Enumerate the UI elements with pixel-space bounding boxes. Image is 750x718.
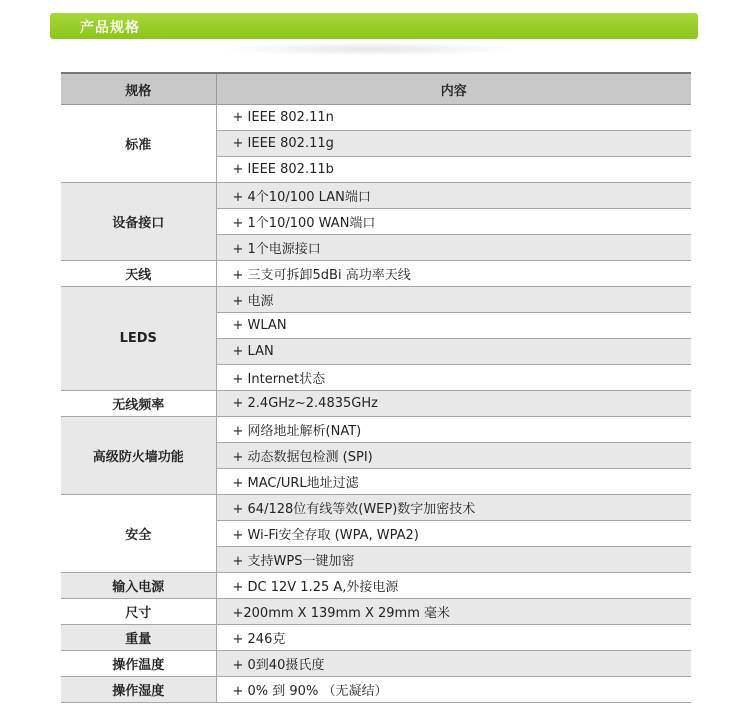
table-row — [61, 417, 691, 443]
spec-value: + 电源 — [216, 287, 691, 313]
section-banner — [50, 13, 698, 39]
spec-value: + 0% 到 90% （无凝结） — [216, 677, 691, 703]
table-row — [61, 495, 691, 521]
spec-value: + 4个10/100 LAN端口 — [216, 183, 691, 209]
spec-table — [61, 72, 691, 703]
spec-category: 安全 — [61, 495, 216, 573]
spec-category: LEDS — [61, 287, 216, 391]
spec-table-body — [61, 105, 691, 703]
spec-category: 尺寸 — [61, 599, 216, 625]
spec-value: + IEEE 802.11n — [216, 105, 691, 131]
spec-value: + 支持WPS一键加密 — [216, 547, 691, 573]
spec-value: + DC 12V 1.25 A,外接电源 — [216, 573, 691, 599]
table-row — [61, 261, 691, 287]
spec-category: 无线频率 — [61, 391, 216, 417]
spec-value: + Internet状态 — [216, 365, 691, 391]
table-row — [61, 625, 691, 651]
spec-value: + 1个10/100 WAN端口 — [216, 209, 691, 235]
spec-category: 高级防火墙功能 — [61, 417, 216, 495]
spec-category: 标准 — [61, 105, 216, 183]
spec-value: + IEEE 802.11g — [216, 131, 691, 157]
spec-value: + IEEE 802.11b — [216, 157, 691, 183]
section-title: 产品规格 — [80, 20, 140, 36]
header-spec: 规格 — [61, 73, 216, 105]
table-row — [61, 183, 691, 209]
spec-value: + MAC/URL地址过滤 — [216, 469, 691, 495]
spec-value: + 1个电源接口 — [216, 235, 691, 261]
spec-value: + 三支可拆卸5dBi 高功率天线 — [216, 261, 691, 287]
spec-value: + 64/128位有线等效(WEP)数字加密技术 — [216, 495, 691, 521]
table-row — [61, 573, 691, 599]
spec-category: 操作温度 — [61, 651, 216, 677]
spec-category: 输入电源 — [61, 573, 216, 599]
spec-category: 天线 — [61, 261, 216, 287]
spec-category: 重量 — [61, 625, 216, 651]
spec-value: +200mm X 139mm X 29mm 毫米 — [216, 599, 691, 625]
spec-value: + 0到40摄氏度 — [216, 651, 691, 677]
table-row — [61, 105, 691, 131]
spec-value: + 网络地址解析(NAT) — [216, 417, 691, 443]
spec-value: + 246克 — [216, 625, 691, 651]
table-header-row — [61, 73, 691, 105]
table-row — [61, 599, 691, 625]
header-content: 内容 — [216, 73, 691, 105]
spec-category: 设备接口 — [61, 183, 216, 261]
table-row — [61, 391, 691, 417]
spec-value: + LAN — [216, 339, 691, 365]
spec-value: + 2.4GHz~2.4835GHz — [216, 391, 691, 417]
spec-value: + Wi-Fi安全存取 (WPA, WPA2) — [216, 521, 691, 547]
banner-shadow — [220, 42, 520, 56]
table-row — [61, 651, 691, 677]
spec-value: + 动态数据包检测 (SPI) — [216, 443, 691, 469]
table-row — [61, 677, 691, 703]
spec-category: 操作湿度 — [61, 677, 216, 703]
spec-value: + WLAN — [216, 313, 691, 339]
table-row — [61, 287, 691, 313]
